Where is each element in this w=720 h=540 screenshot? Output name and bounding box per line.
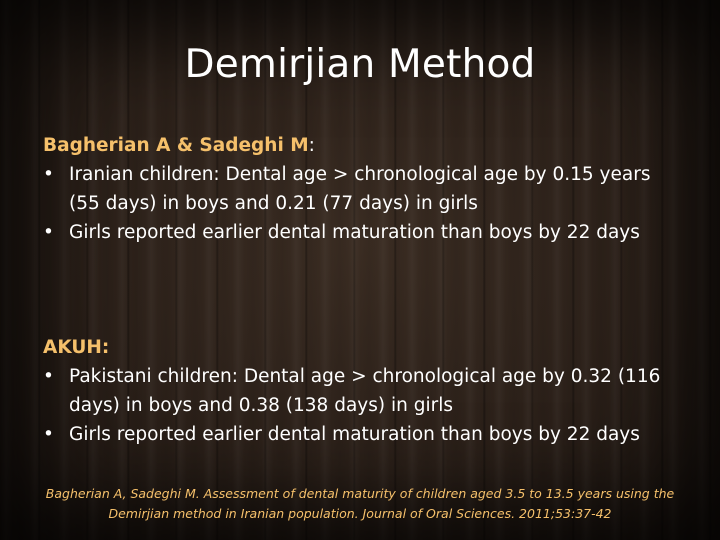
- section-heading-text: Bagherian A & Sadeghi M: [43, 135, 309, 156]
- section-heading: [43, 131, 683, 160]
- bullet-text: Girls reported earlier dental maturation than boys by 22 days: [69, 222, 640, 243]
- bullet-symbol: •: [43, 222, 54, 243]
- bullet-symbol: •: [43, 424, 54, 445]
- bullet-text: Girls reported earlier dental maturation than boys by 22 days: [69, 424, 640, 445]
- slide-title: Demirjian Method: [184, 42, 536, 87]
- section-heading-colon: :: [308, 135, 315, 156]
- bullet-text: Pakistani children: Dental age > chronological age by 0.32 (116 days) in boys and 0.38 (138 days) in girls: [69, 366, 661, 416]
- section-bagherian: [43, 131, 683, 247]
- section-heading: AKUH:: [43, 337, 110, 358]
- bullet-item: [43, 218, 683, 247]
- section-akuh: [43, 333, 683, 449]
- bullet-item: [43, 362, 683, 420]
- bullet-symbol: •: [43, 164, 54, 185]
- bullet-item: [43, 160, 683, 218]
- citation: Bagherian A, Sadeghi M. Assessment of dental maturity of children aged 3.5 to 13.5 years using the Demirjian method in Iranian population. Journal of Oral Sciences. 2011;53:37-42: [45, 486, 675, 521]
- bullet-text: Iranian children: Dental age > chronological age by 0.15 years (55 days) in boys and 0.21 (77 days) in girls: [69, 164, 651, 214]
- bullet-symbol: •: [43, 366, 54, 387]
- bullet-item: [43, 420, 683, 449]
